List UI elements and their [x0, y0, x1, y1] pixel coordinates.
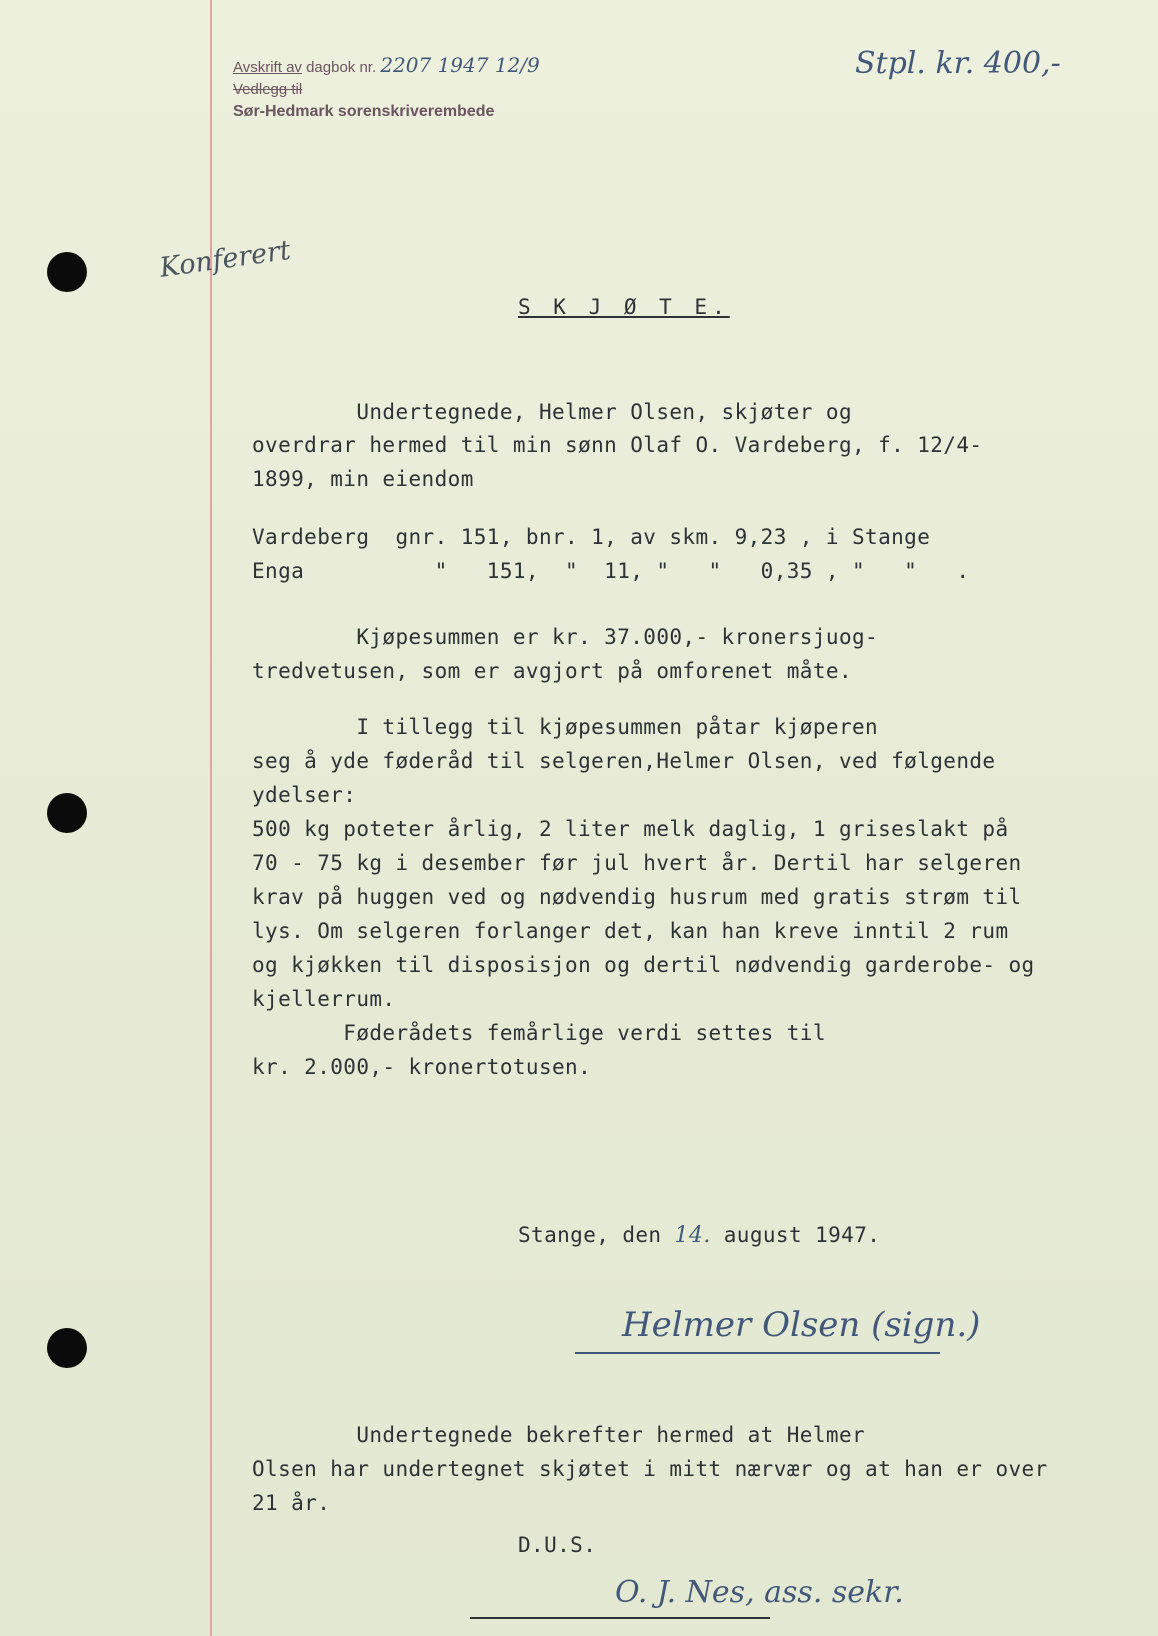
closing: D.U.S.: [518, 1533, 597, 1557]
witness-line: 21 år.: [252, 1491, 331, 1515]
closing-signature: O. J. Nes, ass. sekr.: [615, 1575, 904, 1610]
place-date-suffix: august 1947.: [710, 1223, 881, 1247]
body-line: 500 kg poteter årlig, 2 liter melk daglig, 1 griseslakt på: [252, 817, 1009, 841]
margin-note: Konferert: [157, 234, 293, 284]
stamp-dagbok: dagbok nr.: [306, 59, 377, 76]
body-line: tredvetusen, som er avgjort på omforenet måte.: [252, 659, 852, 683]
body-line: 1899, min eiendom: [252, 467, 474, 491]
body-line: Føderådets femårlige verdi settes til: [252, 1021, 826, 1045]
property-line: Vardeberg gnr. 151, bnr. 1, av skm. 9,23 , i Stange: [252, 525, 931, 549]
witness-line: Undertegnede bekrefter hermed at Helmer: [252, 1423, 866, 1447]
stamp-vedlegg: Vedlegg til: [233, 81, 303, 98]
body-line: og kjøkken til disposisjon og dertil nødvendig garderobe- og: [252, 953, 1035, 977]
body-line: overdrar hermed til min sønn Olaf O. Vardeberg, f. 12/4-: [252, 433, 983, 457]
body-line: I tillegg til kjøpesummen påtar kjøperen: [252, 715, 879, 739]
body-line: kjellerrum.: [252, 987, 396, 1011]
punch-hole: [47, 1328, 87, 1368]
stamp-journal-number: 2207 1947 12/9: [380, 53, 540, 77]
body-line: Undertegnede, Helmer Olsen, skjøter og: [252, 400, 852, 424]
signature: Helmer Olsen (sign.): [622, 1305, 981, 1345]
place-date-day: 14.: [674, 1223, 711, 1248]
punch-hole: [47, 252, 87, 292]
document-title: S K J Ø T E.: [518, 295, 730, 319]
body-line: krav på huggen ved og nødvendig husrum med gratis strøm til: [252, 885, 1022, 909]
witness-line: Olsen har undertegnet skjøtet i mitt nærvær og at han er over: [252, 1457, 1048, 1481]
body-line: seg å yde føderåd til selgeren,Helmer Olsen, ved følgende: [252, 749, 996, 773]
body-line: Kjøpesummen er kr. 37.000,- kronersjuog-: [252, 625, 879, 649]
body-line: ydelser:: [252, 783, 357, 807]
body-line: 70 - 75 kg i desember før jul hvert år. Dertil har selgeren: [252, 851, 1022, 875]
header-stamp: [233, 54, 540, 123]
signature-underline: [575, 1352, 940, 1354]
body-line: kr. 2.000,- kronertotusen.: [252, 1055, 592, 1079]
stamp-office: Sør-Hedmark sorenskriverembede: [233, 103, 495, 120]
punch-hole: [47, 793, 87, 833]
place-date-prefix: Stange, den: [518, 1223, 675, 1247]
property-line: Enga " 151, " 11, " " 0,35 , " " .: [252, 559, 970, 583]
stamp-avskrift: Avskrift av: [233, 59, 302, 76]
fee-note: Stpl. kr. 400,-: [855, 46, 1061, 81]
closing-underline: [470, 1617, 770, 1619]
body-line: lys. Om selgeren forlanger det, kan han kreve inntil 2 rum: [252, 919, 1009, 943]
place-date: [518, 1223, 880, 1248]
